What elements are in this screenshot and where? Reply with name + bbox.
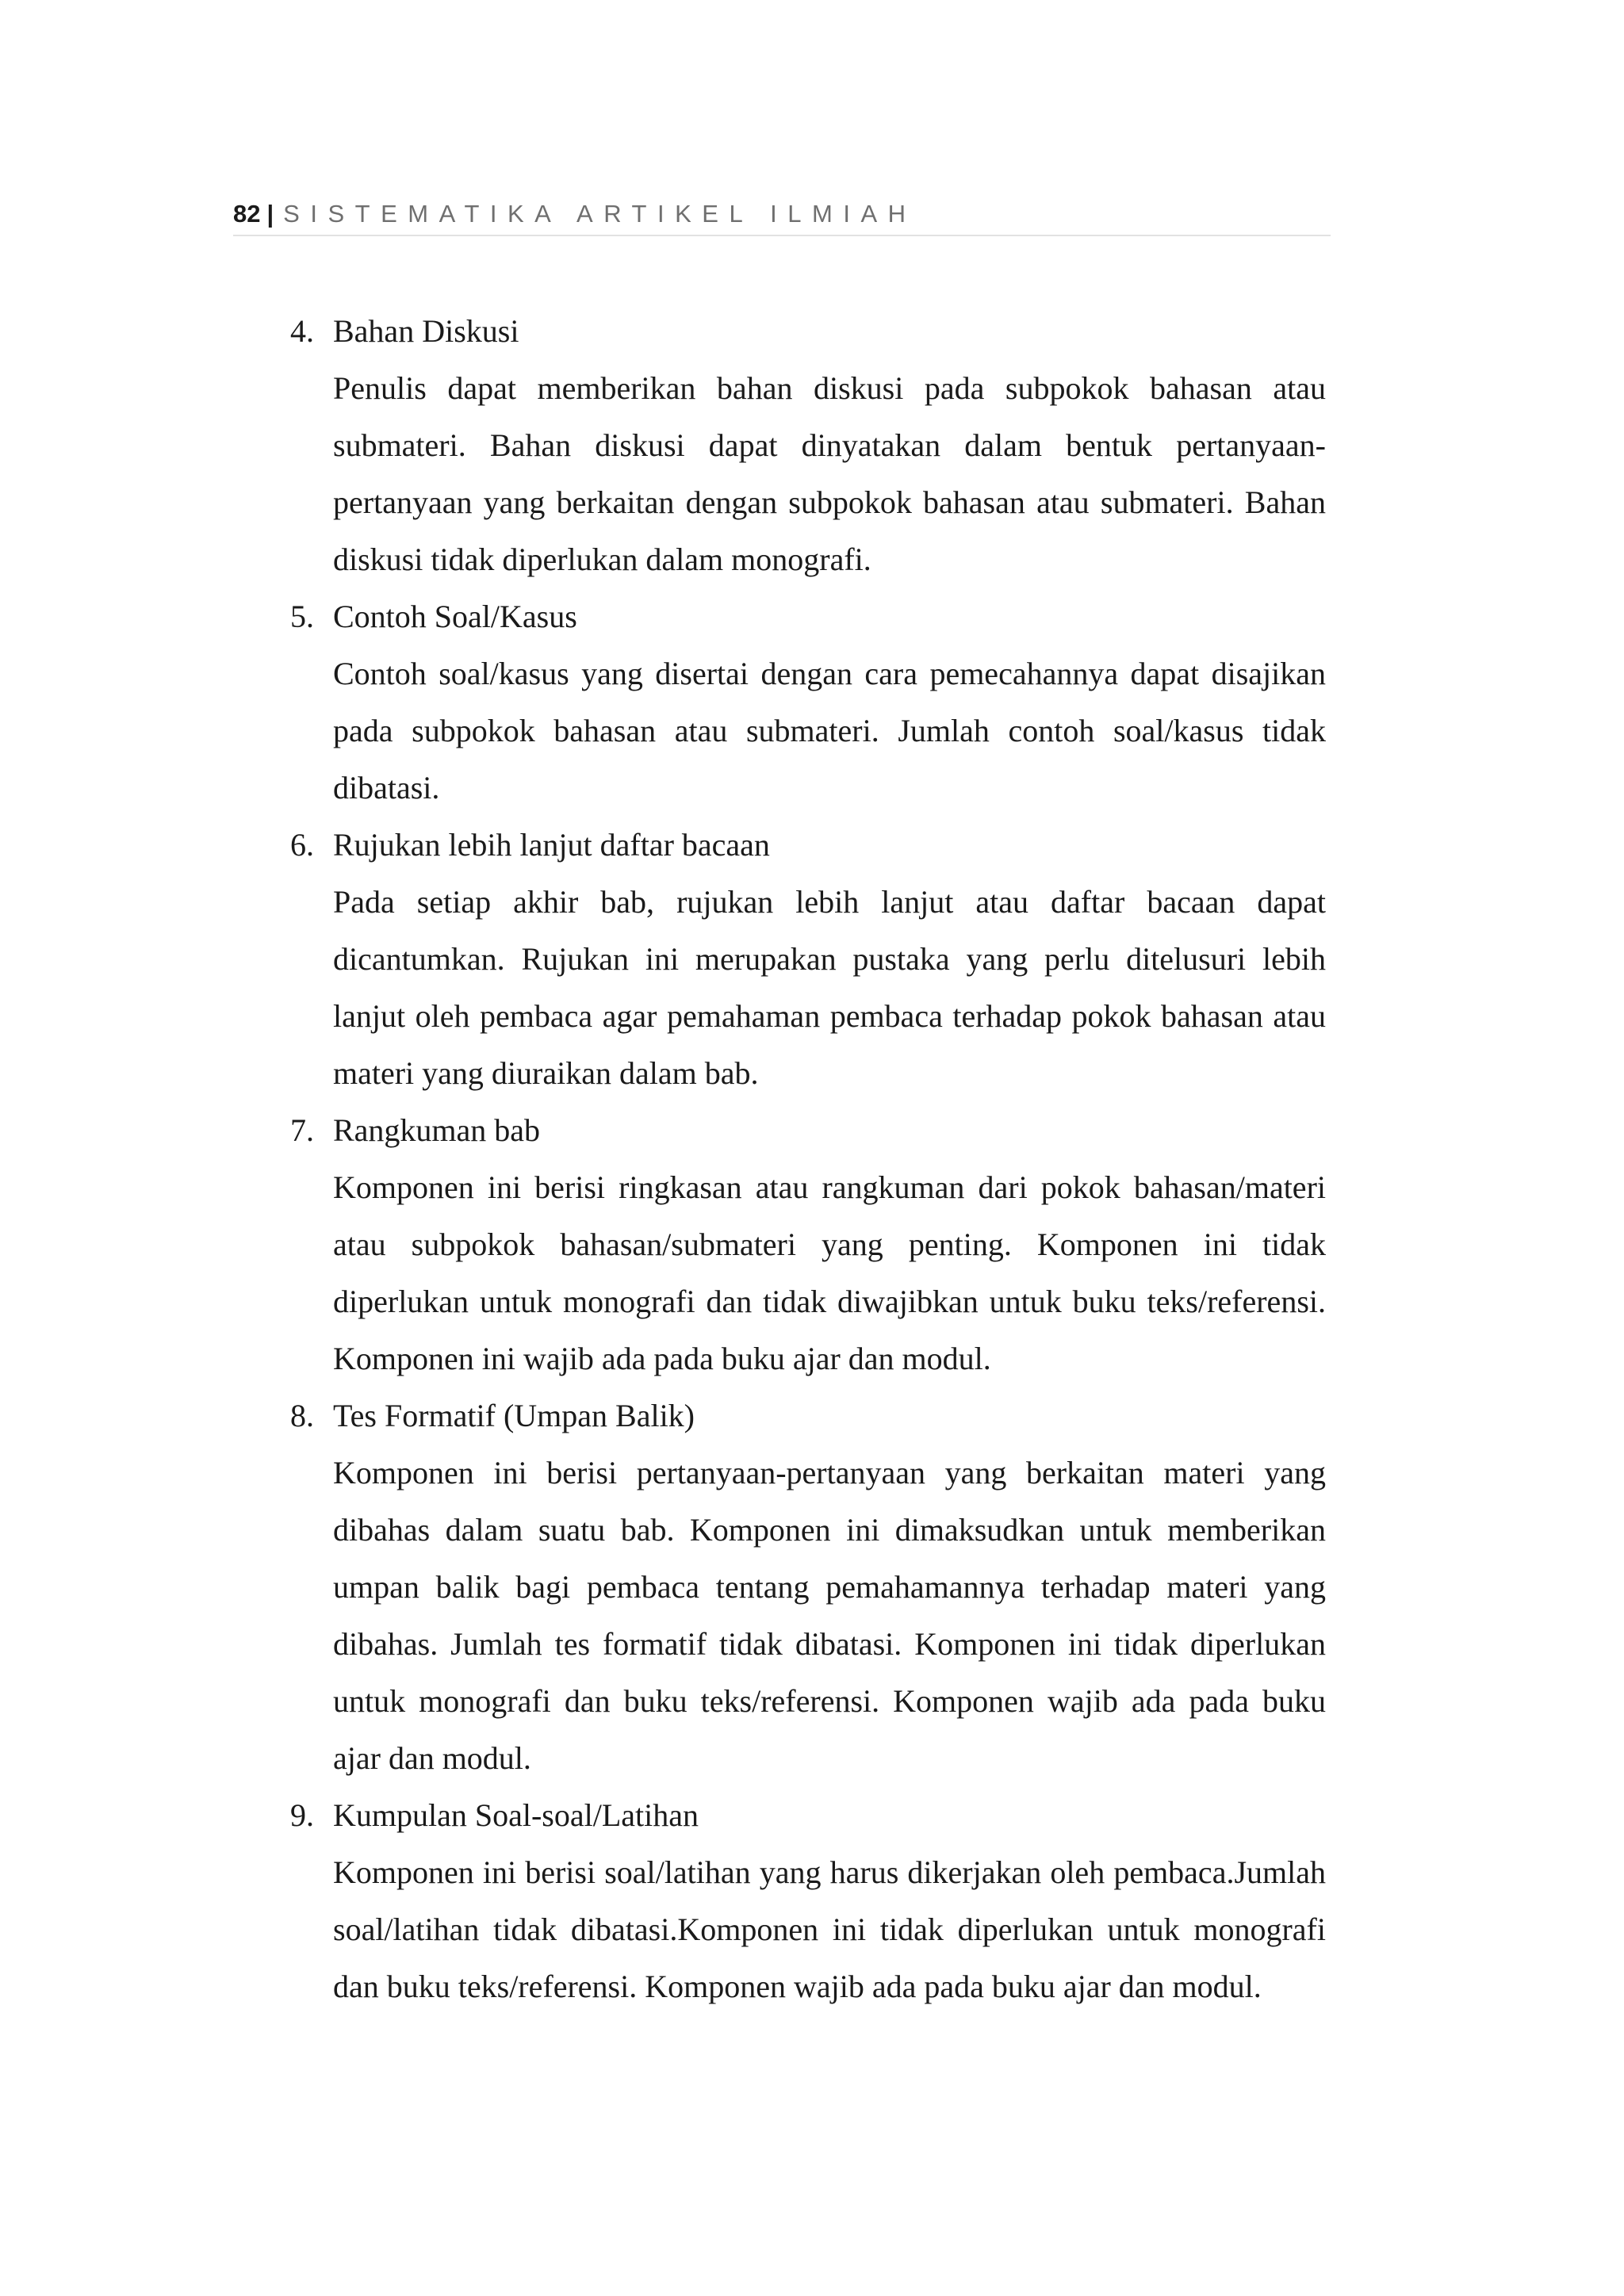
item-title: Rujukan lebih lanjut daftar bacaan	[333, 827, 770, 863]
item-title: Contoh Soal/Kasus	[333, 599, 577, 634]
item-title: Tes Formatif (Umpan Balik)	[333, 1398, 695, 1433]
list-item	[290, 303, 1326, 588]
header-separator: |	[266, 200, 274, 228]
item-paragraph: Pada setiap akhir bab, rujukan lebih lanjut atau daftar bacaan dapat dicantumkan. Rujukan ini merupakan pustaka yang perlu ditelusuri lebih lanjut oleh pembaca agar pemahaman pembaca terhadap pokok bahasan atau materi yang diuraikan dalam bab.	[333, 884, 1326, 1091]
item-paragraph: Komponen ini berisi ringkasan atau rangkuman dari pokok bahasan/materi atau subpokok bahasan/submateri yang penting. Komponen ini tidak diperlukan untuk monografi dan tidak diwajibkan untuk buku teks/referensi. Komponen ini wajib ada pada buku ajar dan modul.	[333, 1169, 1326, 1376]
item-paragraph: Komponen ini berisi soal/latihan yang harus dikerjakan oleh pembaca.Jumlah soal/latihan tidak dibatasi.Komponen ini tidak diperlukan untuk monografi dan buku teks/referensi. Komponen wajib ada pada buku ajar dan modul.	[333, 1854, 1326, 2004]
list-item	[290, 588, 1326, 817]
item-number: 9.	[290, 1797, 314, 1833]
running-title: SISTEMATIKA ARTIKEL ILMIAH	[283, 200, 917, 228]
item-paragraph: Contoh soal/kasus yang disertai dengan cara pemecahannya dapat disajikan pada subpokok bahasan atau submateri. Jumlah contoh soal/kasus tidak dibatasi.	[333, 656, 1326, 806]
page-number: 82	[233, 200, 261, 228]
item-number: 4.	[290, 313, 314, 349]
item-number: 6.	[290, 827, 314, 863]
item-title: Rangkuman bab	[333, 1112, 541, 1148]
item-paragraph: Penulis dapat memberikan bahan diskusi pada subpokok bahasan atau submateri. Bahan diskusi dapat dinyatakan dalam bentuk pertanyaan-pertanyaan yang berkaitan dengan subpokok bahasan atau submateri. Bahan diskusi tidak diperlukan dalam monografi.	[333, 370, 1326, 577]
item-paragraph: Komponen ini berisi pertanyaan-pertanyaan yang berkaitan materi yang dibahas dalam suatu bab. Komponen ini dimaksudkan untuk memberikan umpan balik bagi pembaca tentang pemahamannya terhadap materi yang dibahas. Jumlah tes formatif tidak dibatasi. Komponen ini tidak diperlukan untuk monografi dan buku teks/referensi. Komponen wajib ada pada buku ajar dan modul.	[333, 1455, 1326, 1776]
item-number: 7.	[290, 1112, 314, 1148]
item-number: 8.	[290, 1398, 314, 1433]
item-title: Bahan Diskusi	[333, 313, 519, 349]
list-item	[290, 1102, 1326, 1387]
item-number: 5.	[290, 599, 314, 634]
page-header	[233, 193, 1331, 236]
numbered-list	[290, 303, 1326, 2015]
list-item	[290, 1387, 1326, 1787]
list-item	[290, 817, 1326, 1102]
list-item	[290, 1787, 1326, 2015]
item-title: Kumpulan Soal-soal/Latihan	[333, 1797, 699, 1833]
